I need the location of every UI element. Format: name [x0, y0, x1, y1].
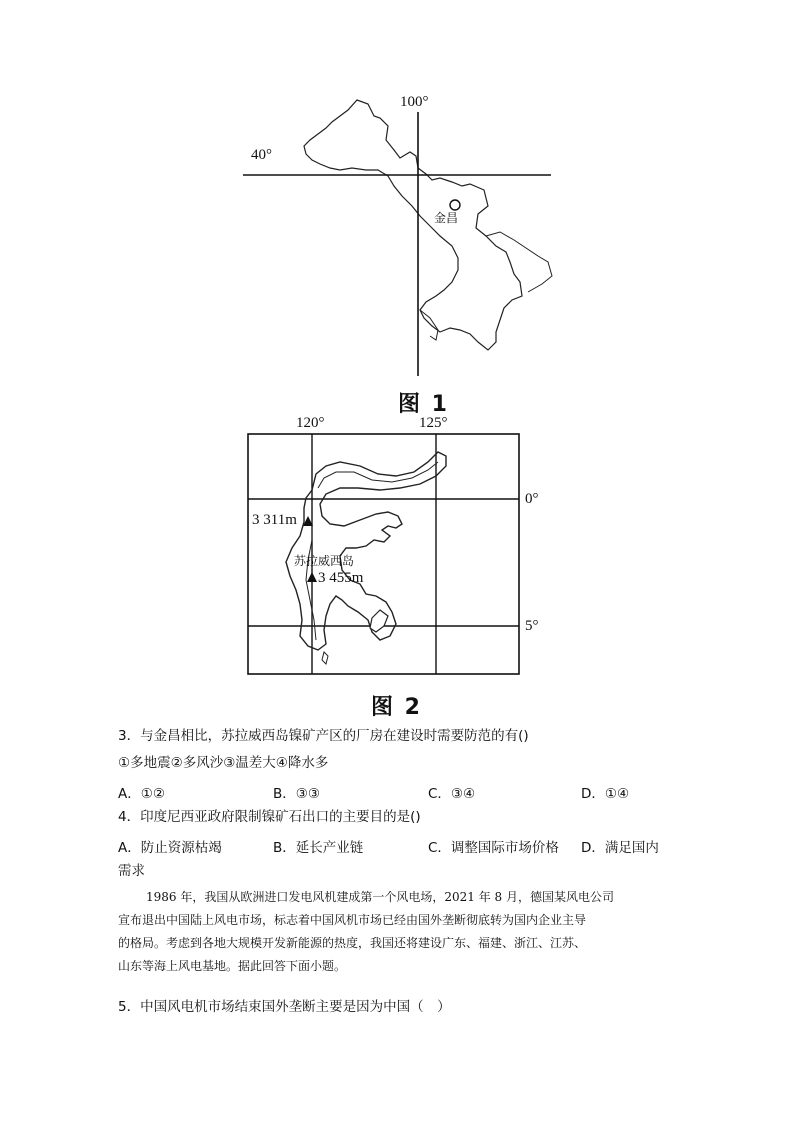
question-3-items: ①多地震②多风沙③温差大④降水多: [118, 755, 329, 771]
q4-option-d-wrap: 需求: [118, 863, 145, 879]
q4-option-d[interactable]: D．满足国内: [581, 840, 659, 856]
passage-line: 宣布退出中国陆上风电市场，标志着中国风机市场已经由国外垄断彻底转为国内企业主导: [118, 913, 587, 927]
lat-40-label: 40°: [251, 147, 272, 163]
peak2-marker: [307, 572, 317, 582]
sulawesi-label: 苏拉威西岛: [294, 554, 355, 568]
figure1-caption: 图 1: [398, 392, 449, 417]
q3-option-d[interactable]: D．①④: [581, 786, 630, 802]
peak2-label: 3 455m: [318, 570, 364, 586]
lon-100-label: 100°: [400, 94, 429, 110]
southern-islet: [322, 652, 328, 664]
lat-5-label: 5°: [525, 618, 539, 634]
q3-option-a[interactable]: A．①②: [118, 786, 165, 802]
question-5-stem: 5．中国风电机市场结束国外垄断主要是因为中国（ ）: [118, 999, 451, 1015]
bay-island: [370, 610, 388, 632]
lat-0-label: 0°: [525, 491, 539, 507]
reading-passage: [118, 886, 678, 978]
q4-option-c[interactable]: C．调整国际市场价格: [428, 840, 559, 856]
passage-line: 山东等海上风电基地。据此回答下面小题。: [118, 959, 347, 973]
question-3-stem: 3．与金昌相比，苏拉威西岛镍矿产区的厂房在建设时需要防范的有(): [118, 728, 529, 744]
jinchang-label: 金昌: [434, 211, 459, 225]
peak1-label: 3 311m: [252, 512, 297, 528]
passage-line: 1986 年，我国从欧洲进口发电风机建成第一个风电场，2021 年 8 月，德国某风电公司: [146, 890, 614, 904]
q4-option-b[interactable]: B．延长产业链: [273, 840, 364, 856]
lon-120-label: 120°: [296, 415, 325, 431]
passage-line: 的格局。考虑到各地大规模开发新能源的热度，我国还将建设广东、福建、浙江、江苏、: [118, 936, 587, 950]
lon-125-label: 125°: [419, 415, 448, 431]
q3-option-b[interactable]: B．③③: [273, 786, 320, 802]
figure2-caption: 图 2: [371, 695, 422, 720]
q3-option-c[interactable]: C．③④: [428, 786, 476, 802]
q4-option-a[interactable]: A．防止资源枯竭: [118, 840, 222, 856]
question-4-stem: 4．印度尼西亚政府限制镍矿石出口的主要目的是(): [118, 809, 421, 825]
